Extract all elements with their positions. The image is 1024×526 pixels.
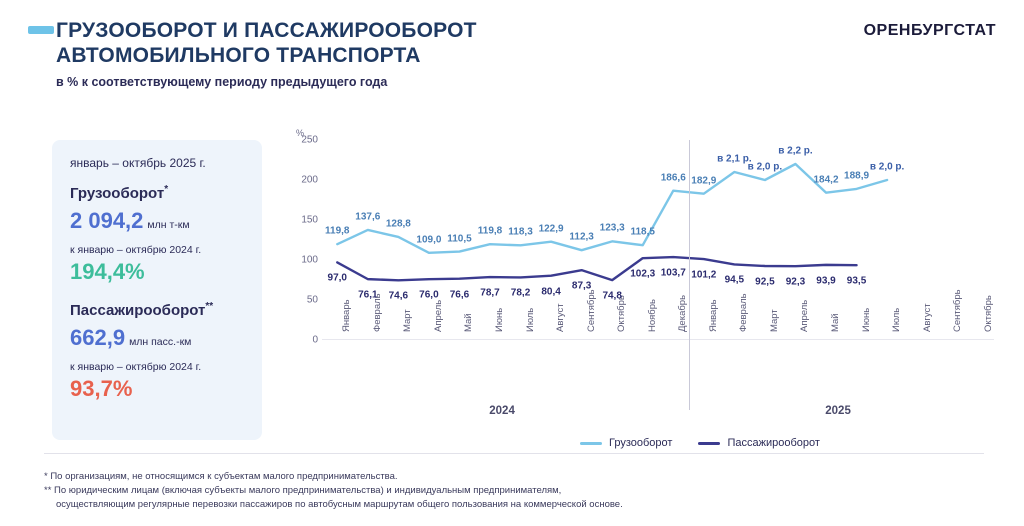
footnote-marker-2: ** xyxy=(205,301,214,312)
data-label: 118,5 xyxy=(630,226,655,238)
data-label: 93,5 xyxy=(846,275,867,287)
card-metric1-unit: млн т-км xyxy=(147,219,190,231)
data-label: 109,0 xyxy=(416,234,442,246)
legend-item-gruzo xyxy=(580,437,672,449)
legend-swatch-pass xyxy=(698,442,720,445)
x-label: Июнь xyxy=(860,307,872,332)
data-label: в 2,0 р. xyxy=(747,161,783,173)
y-tick-250: 250 xyxy=(301,134,318,146)
footnotes xyxy=(44,470,994,512)
footnote-1: * По организациям, не относящимся к субъектам малого предпринимательства. xyxy=(44,471,398,482)
page-subtitle: в % к соответствующему периоду предыдущего года xyxy=(56,75,388,89)
year-separator xyxy=(689,140,690,410)
data-label: 78,7 xyxy=(480,287,500,299)
data-label: 97,0 xyxy=(327,272,347,284)
data-label: 103,7 xyxy=(660,267,686,279)
card-metric2-value: 662,9 млн пасс.-км xyxy=(70,325,192,350)
card-metric2-percent: 93,7% xyxy=(70,376,133,401)
data-label: 102,3 xyxy=(630,268,656,280)
x-label: Февраль xyxy=(371,293,383,332)
x-label: Август xyxy=(555,303,567,332)
data-label: 80,4 xyxy=(541,286,561,298)
card-metric2-label: Пассажирооборот** xyxy=(70,301,214,319)
accent-bar xyxy=(28,26,54,34)
card-metric2-compare: к январю – октябрю 2024 г. xyxy=(70,361,202,373)
summary-card xyxy=(52,140,262,440)
x-label: Ноябрь xyxy=(646,299,658,332)
data-label: 76,6 xyxy=(449,289,470,301)
page-title-line2: АВТОМОБИЛЬНОГО ТРАНСПОРТА xyxy=(56,44,421,67)
legend-item-pass xyxy=(698,437,819,449)
data-label: 128,8 xyxy=(385,218,411,230)
y-axis-unit: % xyxy=(296,128,305,138)
y-tick-200: 200 xyxy=(301,174,318,186)
data-label: 123,3 xyxy=(599,222,625,234)
year-label-2025: 2025 xyxy=(825,405,851,417)
x-label: Май xyxy=(830,313,841,332)
data-label: 110,5 xyxy=(447,233,472,245)
page-title-line1: ГРУЗООБОРОТ И ПАССАЖИРООБОРОТ xyxy=(56,19,477,42)
x-label: Декабрь xyxy=(677,294,689,332)
x-label: Март xyxy=(768,309,780,332)
card-metric1-value: 2 094,2 млн т-км xyxy=(70,208,190,233)
footnote-3: осуществляющим регулярные перевозки пассажиров по автобусным маршрутам общего пользования на коммерческой основе. xyxy=(56,499,623,510)
footnote-marker-1: * xyxy=(164,184,169,195)
data-label: 74,6 xyxy=(388,290,409,302)
legend-swatch-gruzo xyxy=(580,442,602,445)
legend-label-pass: Пассажирооборот xyxy=(727,437,820,449)
x-label: Октябрь xyxy=(982,295,994,332)
x-label: Февраль xyxy=(738,293,750,332)
page-header xyxy=(56,18,676,89)
x-label: Апрель xyxy=(432,299,444,332)
card-metric1-percent: 194,4% xyxy=(70,259,145,284)
x-label: Август xyxy=(921,303,933,332)
data-label: 182,9 xyxy=(691,175,717,187)
data-label: 87,3 xyxy=(571,280,592,292)
data-label: 93,9 xyxy=(816,275,836,287)
x-label: Июнь xyxy=(494,307,505,332)
data-label: 92,3 xyxy=(785,276,806,288)
chart-legend xyxy=(580,437,820,449)
y-tick-50: 50 xyxy=(306,294,318,306)
y-tick-0: 0 xyxy=(312,334,318,346)
legend-label-gruzo: Грузооборот xyxy=(609,437,673,449)
year-label-2024: 2024 xyxy=(489,405,515,417)
data-label: в 2,1 р. xyxy=(717,153,752,165)
card-metric1-label: Грузооборот* xyxy=(70,184,169,202)
x-label: Октябрь xyxy=(616,295,628,332)
card-metric2-unit: млн пасс.-км xyxy=(129,336,192,348)
data-label: 76,0 xyxy=(419,289,439,301)
data-label: 94,5 xyxy=(724,274,745,286)
data-label: 112,3 xyxy=(569,231,594,243)
data-label: 122,9 xyxy=(538,223,564,235)
data-label: 92,5 xyxy=(755,276,775,288)
data-label: 74,8 xyxy=(602,290,622,302)
x-label: Сентябрь xyxy=(952,289,964,332)
x-label: Май xyxy=(463,313,475,332)
x-label: Апрель xyxy=(799,299,811,332)
data-label: 118,3 xyxy=(508,226,533,238)
card-metric1-compare: к январю – октябрю 2024 г. xyxy=(70,244,202,256)
data-label: 78,2 xyxy=(510,287,531,299)
y-tick-150: 150 xyxy=(301,214,318,226)
data-label: 186,6 xyxy=(660,172,686,184)
footer-divider xyxy=(44,453,984,454)
footnote-2: ** По юридическим лицам (включая субъекты малого предпринимательства) и индивидуальным предпринимателям, xyxy=(44,485,562,496)
card-period: январь – октябрь 2025 г. xyxy=(70,156,206,170)
data-label: в 2,2 р. xyxy=(778,145,813,157)
x-label: Март xyxy=(402,309,414,332)
x-label: Июль xyxy=(891,307,903,332)
y-tick-100: 100 xyxy=(301,254,318,266)
data-label: 188,9 xyxy=(844,170,870,182)
x-label: Январь xyxy=(707,299,719,332)
x-label: Июль xyxy=(524,307,536,332)
data-label: 76,1 xyxy=(358,289,378,301)
x-label: Сентябрь xyxy=(585,289,597,332)
data-label: 119,8 xyxy=(477,225,503,237)
data-label: 119,8 xyxy=(325,225,350,237)
data-label: 184,2 xyxy=(813,174,839,186)
brand-logo: ОРЕНБУРГСТАТ xyxy=(863,22,996,39)
data-label: 101,2 xyxy=(691,269,717,281)
data-label: 137,6 xyxy=(355,211,381,223)
data-label: в 2,0 р. xyxy=(869,161,905,173)
x-label: Январь xyxy=(341,299,353,332)
